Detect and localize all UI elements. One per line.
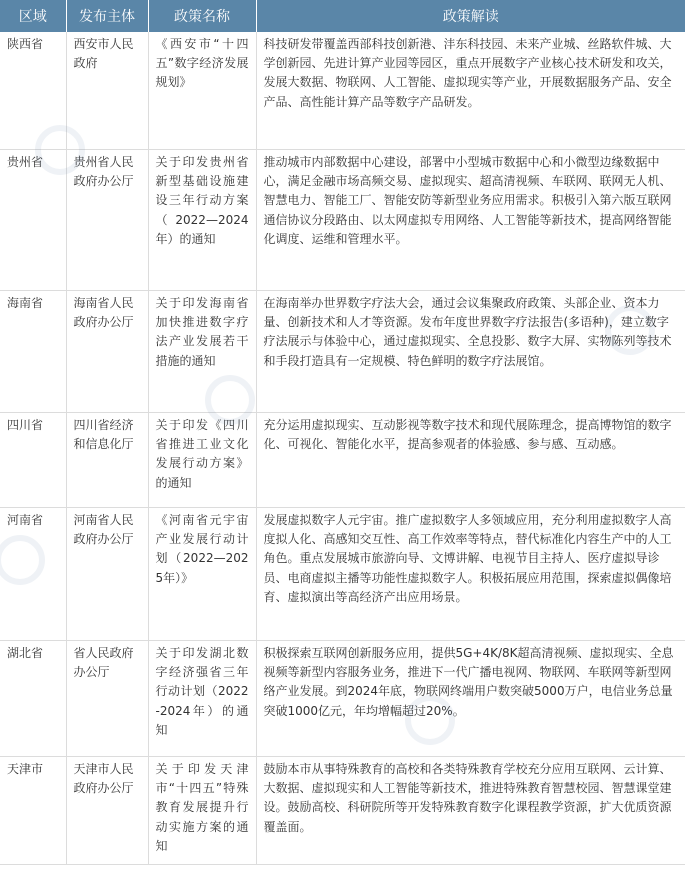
table-row (0, 508, 685, 641)
region-cell: 河南省 (0, 508, 66, 641)
header-row (0, 0, 685, 32)
policy-name-cell: 关于印发贵州省新型基础设施建设三年行动方案（2022—2024年）的通知 (148, 150, 256, 291)
issuer-cell: 省人民政府办公厅 (66, 641, 148, 757)
policy-name-cell: 关于印发《四川省推进工业文化发展行动方案》的通知 (148, 413, 256, 508)
table-row (0, 757, 685, 865)
region-cell: 陕西省 (0, 32, 66, 150)
table-row (0, 413, 685, 508)
header-policy-name: 政策名称 (148, 0, 256, 32)
interpretation-cell: 在海南举办世界数字疗法大会，通过会议集聚政府政策、头部企业、资本力量、创新技术和人才等资源。发布年度世界数字疗法报告(多语种)，建立数字疗法展示与体验中心，通过虚拟现实、全息投影、数字大屏、实物陈列等技术和手段打造具有一定规模、特色鲜明的数字疗法展馆。 (256, 291, 685, 413)
table-row (0, 150, 685, 291)
header-issuer: 发布主体 (66, 0, 148, 32)
issuer-cell: 西安市人民政府 (66, 32, 148, 150)
interpretation-cell: 积极探索互联网创新服务应用，提供5G+4K/8K超高清视频、虚拟现实、全息视频等新型内容服务业务，推进下一代广播电视网、物联网、车联网等新型网络产业发展。到2024年底，物联网终端用户数突破5000万户，电信业务总量突破1000亿元，年均增幅超过20%。 (256, 641, 685, 757)
issuer-cell: 天津市人民政府办公厅 (66, 757, 148, 865)
table-row (0, 641, 685, 757)
interpretation-cell: 充分运用虚拟现实、互动影视等数字技术和现代展陈理念，提高博物馆的数字化、可视化、智能化水平，提高参观者的体验感、参与感、互动感。 (256, 413, 685, 508)
header-region: 区域 (0, 0, 66, 32)
region-cell: 贵州省 (0, 150, 66, 291)
table-row (0, 291, 685, 413)
interpretation-cell: 鼓励本市从事特殊教育的高校和各类特殊教育学校充分应用互联网、云计算、大数据、虚拟现实和人工智能等新技术，推进特殊教育智慧校园、智慧课堂建设。鼓励高校、科研院所等开发特殊教育数字化课程教学资源，扩大优质资源覆盖面。 (256, 757, 685, 865)
issuer-cell: 河南省人民政府办公厅 (66, 508, 148, 641)
issuer-cell: 海南省人民政府办公厅 (66, 291, 148, 413)
header-interpretation: 政策解读 (256, 0, 685, 32)
policy-name-cell: 关于印发海南省加快推进数字疗法产业发展若干措施的通知 (148, 291, 256, 413)
region-cell: 湖北省 (0, 641, 66, 757)
table-row (0, 32, 685, 150)
issuer-cell: 四川省经济和信息化厅 (66, 413, 148, 508)
region-cell: 天津市 (0, 757, 66, 865)
policy-name-cell: 关于印发湖北数字经济强省三年行动计划（2022-2024年）的通知 (148, 641, 256, 757)
policy-name-cell: 《西安市“十四五”数字经济发展规划》 (148, 32, 256, 150)
policy-name-cell: 《河南省元宇宙产业发展行动计划（2022—2025年）》 (148, 508, 256, 641)
interpretation-cell: 发展虚拟数字人元宇宙。推广虚拟数字人多领域应用，充分利用虚拟数字人高度拟人化、高感知交互性、高工作效率等特点，替代标准化内容生产中的人工角色。重点发展城市旅游向导、文博讲解、电视节目主持人、医疗虚拟导诊员、电商虚拟主播等功能性虚拟数字人。积极拓展应用范围，探索虚拟偶像培育、虚拟演出等高经济产出应用场景。 (256, 508, 685, 641)
policy-name-cell: 关于印发天津市“十四五”特殊教育发展提升行动实施方案的通知 (148, 757, 256, 865)
issuer-cell: 贵州省人民政府办公厅 (66, 150, 148, 291)
interpretation-cell: 推动城市内部数据中心建设，部署中小型城市数据中心和小微型边缘数据中心，满足金融市场高频交易、虚拟现实、超高清视频、车联网、联网无人机、智慧电力、智能工厂、智能安防等新型业务应用需求。积极引入第六版互联网通信协议分段路由、以太网虚拟专用网络、人工智能等新技术，提高网络智能化调度、运维和管理水平。 (256, 150, 685, 291)
region-cell: 海南省 (0, 291, 66, 413)
interpretation-cell: 科技研发带覆盖西部科技创新港、沣东科技园、未来产业城、丝路软件城、大学创新园、先进计算产业园等园区，重点开展数字产业核心技术研发和攻关，发展大数据、物联网、人工智能、虚拟现实等产业，开展数据服务产品、安全产品、高性能计算产品等数字产品研发。 (256, 32, 685, 150)
region-cell: 四川省 (0, 413, 66, 508)
